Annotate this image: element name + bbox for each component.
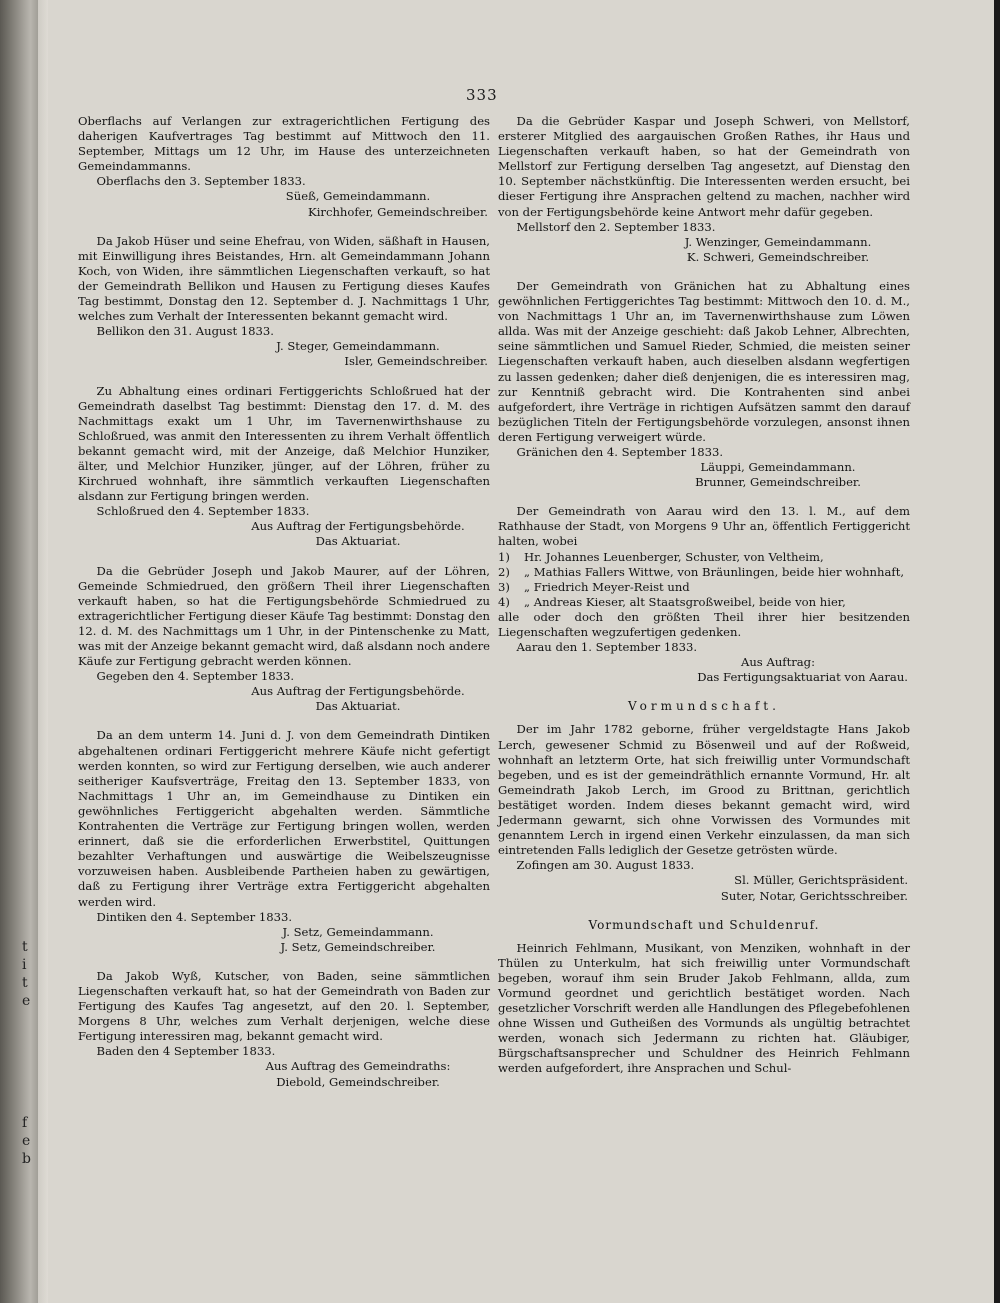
left-column xyxy=(78,114,490,1090)
list-item xyxy=(498,580,910,595)
notice-signature: Diebold, Gemeindschreiber. xyxy=(276,1074,440,1089)
list-item-text: „ Andreas Kieser, alt Staatsgroßweibel, beide von hier, xyxy=(524,594,846,609)
notice-signature: J. Steger, Gemeindammann. xyxy=(276,339,440,354)
margin-fragment: b xyxy=(22,1151,31,1167)
notice-signature: J. Setz, Gemeindschreiber. xyxy=(280,939,436,954)
notice-signature: Sl. Müller, Gerichtspräsident. xyxy=(734,873,908,888)
notice-text: alle oder doch den größten Theil ihrer hier besitzenden Liegenschaften wegzufertigen gedenken. xyxy=(498,609,910,639)
notice-text: Da Jakob Hüser und seine Ehefrau, von Widen, säßhaft in Hausen, mit Einwilligung ihres Beistandes, Hrn. alt Gemeindammann Johann Koch, von Widen, ihre sämmtlichen Liegenschaften verkauft, so hat der Gemeindrath Bellikon und Hausen zu Fertigung dieses Kaufes Tag bestimmt, Donstag den 12. September d. J. Nachmittags 1 Uhr, welches zum Verhalt der Interessenten bekannt gemacht wird. xyxy=(78,233,490,324)
notice xyxy=(78,969,490,1090)
margin-fragment: t xyxy=(22,939,28,955)
previous-page-edge xyxy=(0,0,39,1303)
notice-text: Zu Abhaltung eines ordinari Fertiggerichts Schloßrued hat der Gemeindrath daselbst Tag bestimmt: Dienstag den 17. d. M. des Nachmittags exakt um 1 Uhr, im Tavernenwirthshause zu Schloßrued, was anmit den Interessenten zu ihrem Verhalt öffentlich bekannt gemacht wird, mit der Anzeige, daß Melchior Hunziker, älter, und Melchior Hunziker, jünger, auf der Löhren, früher zu Kirchrued wohnhaft, ihre sämmtlich verkauften Liegenschaften alsdann zur Fertigung bringen werden. xyxy=(78,383,490,504)
notice-signature: Süeß, Gemeindammann. xyxy=(285,189,431,204)
section-heading: Vormundschaft. xyxy=(628,699,780,714)
margin-fragment: f xyxy=(22,1115,28,1131)
notice-dateline: Oberflachs den 3. September 1833. xyxy=(96,174,306,189)
margin-fragment: i xyxy=(22,957,27,973)
notice-dateline: Gegeben den 4. September 1833. xyxy=(96,669,295,684)
notice-text: Der Gemeindrath von Aarau wird den 13. l. M., auf dem Rathhause der Stadt, von Morgens 9 Uhr an, öffentlich Fertiggericht halten, wobei xyxy=(498,504,910,549)
list-item-number: 1) xyxy=(498,549,510,564)
notice xyxy=(78,384,490,550)
list-item-number: 2) xyxy=(498,564,510,579)
page-number: 333 xyxy=(466,86,498,104)
section-heading: Vormundschaft und Schuldenruf. xyxy=(588,917,820,932)
notice-signature: Das Aktuariat. xyxy=(315,534,401,549)
notice-signature: Aus Auftrag des Gemeindraths: xyxy=(265,1059,451,1074)
list-item xyxy=(498,595,910,610)
margin-fragment: t xyxy=(22,975,28,991)
list-item-number: 3) xyxy=(498,579,510,594)
notice-signature: Isler, Gemeindschreiber. xyxy=(344,354,488,369)
notice xyxy=(78,728,490,954)
notice-dateline: Aarau den 1. September 1833. xyxy=(516,640,698,655)
notice-signature: K. Schweri, Gemeindschreiber. xyxy=(686,249,870,264)
notice-signature: Suter, Notar, Gerichtsschreiber. xyxy=(720,888,908,903)
page-right-edge xyxy=(994,0,1000,1303)
notice xyxy=(78,564,490,715)
notice xyxy=(78,234,490,370)
notice-signature: Läuppi, Gemeindammann. xyxy=(700,460,856,475)
notice-text: Oberflachs auf Verlangen zur extragerichtlichen Fertigung des daherigen Kaufvertrages Tag bestimmt auf Mittwoch den 11. September, Mittags um 12 Uhr, im Hause des unterzeichneten Gemeindammanns. xyxy=(78,114,490,174)
notice-signature: Das Aktuariat. xyxy=(315,699,401,714)
list-item xyxy=(498,550,910,565)
notice-text: Da die Gebrüder Kaspar und Joseph Schweri, von Mellstorf, ersterer Mitglied des aargauischen Großen Rathes, ihr Haus und Liegenschaften verkauft haben, so hat der Gemeindrath von Mellstorf zur Fertigung derselben Tag angesetzt, auf Dienstag den 10. September nächstkünftig. Die Interessenten werden ersucht, bei dieser Fertigung ihre Ansprachen geltend zu machen, nachher wird von der Fertigungsbehörde keine Antwort mehr dafür gegeben. xyxy=(498,114,910,219)
list-item-text: „ Mathias Fallers Wittwe, von Bräunlingen, beide hier wohnhaft, xyxy=(524,564,905,579)
right-column xyxy=(498,114,910,1077)
notice-signature: Brunner, Gemeindschreiber. xyxy=(695,475,861,490)
notice-text: Da Jakob Wyß, Kutscher, von Baden, seine sämmtlichen Liegenschaften verkauft hat, so hat der Gemeindrath von Baden zur Fertigung des Kaufes Tag angesetzt, auf den 20. l. September, Morgens 8 Uhr, welches zum Verhalt derjenigen, welche diese Fertigung interessiren mag, bekannt gemacht wird. xyxy=(78,968,490,1044)
notice-dateline: Schloßrued den 4. September 1833. xyxy=(96,504,310,519)
notice-text: Heinrich Fehlmann, Musikant, von Menziken, wohnhaft in der Thülen zu Unterkulm, hat sich freiwillig unter Vormundschaft begeben, worauf ihm sein Bruder Jakob Fehlmann, allda, zum Vormund geordnet und gerichtlich bestätiget worden. Nach gesetzlicher Vorschrift werden alle Handlungen des Pflegebefohlenen ohne Wissen und Gutheißen des Vormunds als ungültig betrachtet werden, wonach sich Jedermann zu richten hat. Gläubiger, Bürgschaftsansprecher und Schuldner des Heinrich Fehlmann werden aufgefordert, ihre Ansprachen und Schul- xyxy=(498,940,910,1076)
notice-signature: Aus Auftrag der Fertigungsbehörde. xyxy=(251,519,465,534)
notice xyxy=(498,722,910,903)
notice-signature: J. Setz, Gemeindammann. xyxy=(282,924,434,939)
notice-dateline: Mellstorf den 2. September 1833. xyxy=(516,219,716,234)
notice xyxy=(498,941,910,1077)
page-gutter xyxy=(38,0,48,1303)
notice-signature: J. Wenzinger, Gemeindammann. xyxy=(684,234,872,249)
notice xyxy=(498,279,910,490)
notice xyxy=(498,114,910,265)
notice xyxy=(78,114,490,220)
margin-fragment: e xyxy=(22,1133,31,1149)
notice-dateline: Gränichen den 4. September 1833. xyxy=(516,444,724,459)
notice-text: Der im Jahr 1782 geborne, früher vergeldstagte Hans Jakob Lerch, gewesener Schmid zu Bösenweil und auf der Roßweid, wohnhaft an letzterm Orte, hat sich freiwillig unter Vormundschaft begeben, und es ist der gemeindräthlich ernannte Vormund, Hr. alt Gemeindrath Jakob Lerch, im Grood zu Brittnan, gerichtlich bestätiget worden. Indem dieses bekannt gemacht wird, wird Jedermann gewarnt, sich ohne Vorwissen des Vormundes mit genanntem Lerch in irgend einen Verkehr einzulassen, da man sich eintretenden Falls lediglich der Gesetze getrösten würde. xyxy=(498,722,910,858)
notice-text: Da an dem unterm 14. Juni d. J. von dem Gemeindrath Dintiken abgehaltenen ordinari Fertiggericht mehrere Käufe nicht gefertigt werden konnten, so wird zur Fertigung derselben, wie auch anderer seitheriger Kaufsverträge, Freitag den 13. September 1833, von Nachmittags 1 Uhr an, im Gemeindhause zu Dintiken ein gewöhnliches Fertiggericht abgehalten werden. Sämmtliche Kontrahenten die Verträge zur Fertigung bringen wollen, werden erinnert, daß sie die erforderlichen Erwerbstitel, Quittungen bezahlter Verhaftungen und auswärtige die Weibelszeugnisse vorzuweisen haben. Ausbleibende Partheien haben zu gewärtigen, daß zu Fertigung ihrer Verträge extra Fertiggericht abgehalten werden wird. xyxy=(78,728,490,909)
notice-signature: Aus Auftrag der Fertigungsbehörde. xyxy=(251,684,465,699)
list-item xyxy=(498,565,910,580)
notice-text: Da die Gebrüder Joseph und Jakob Maurer, auf der Löhren, Gemeinde Schmiedrued, den größern Theil ihrer Liegenschaften verkauft haben, so hat die Fertigungsbehörde Schmiedrued zu extragerichtlicher Fertigung dieser Käufe Tag bestimmt: Donstag den 12. d. M. des Nachmittags um 1 Uhr, in der Pintenschenke zu Matt, was mit der Anzeige bekannt gemacht wird, daß alsdann noch andere Käufe zur Fertigung gebracht werden können. xyxy=(78,563,490,669)
list-item-number: 4) xyxy=(498,594,510,609)
notice-signature: Das Fertigungsaktuariat von Aarau. xyxy=(697,670,908,685)
list-item-text: „ Friedrich Meyer-Reist und xyxy=(524,579,690,594)
notice-text: Der Gemeindrath von Gränichen hat zu Abhaltung eines gewöhnlichen Fertiggerichtes Tag bestimmt: Mittwoch den 10. d. M., von Nachmittags 1 Uhr an, im Tavernenwirthshause zum Löwen allda. Was mit der Anzeige geschieht: daß Jakob Lehner, Albrechten, seine sämmtlichen und Samuel Rieder, Schmied, die meisten seiner Liegenschaften verkauft haben, auch dieselben alsdann wegfertigen zu lassen gedenken; daher dieß denjenigen, die es interessiren mag, zur Kenntniß gebracht wird. Die Kontrahenten sind anbei aufgefordert, ihre Verträge in richtigen Aufsätzen sammt den darauf bezüglichen Titeln der Fertigungsbehörde vorzulegen, ansonst ihnen deren Fertigung verweigert würde. xyxy=(498,278,910,444)
notice-signature: Aus Auftrag: xyxy=(740,655,816,670)
notice-dateline: Bellikon den 31. August 1833. xyxy=(96,324,274,339)
list-item-text: Hr. Johannes Leuenberger, Schuster, von Veltheim, xyxy=(524,549,824,564)
notice-dateline: Zofingen am 30. August 1833. xyxy=(516,858,695,873)
margin-fragment: e xyxy=(22,993,31,1009)
notice-dateline: Baden den 4 September 1833. xyxy=(96,1044,276,1059)
notice-signature: Kirchhofer, Gemeindschreiber. xyxy=(308,204,488,219)
notice xyxy=(498,504,910,685)
notice-dateline: Dintiken den 4. September 1833. xyxy=(96,909,293,924)
